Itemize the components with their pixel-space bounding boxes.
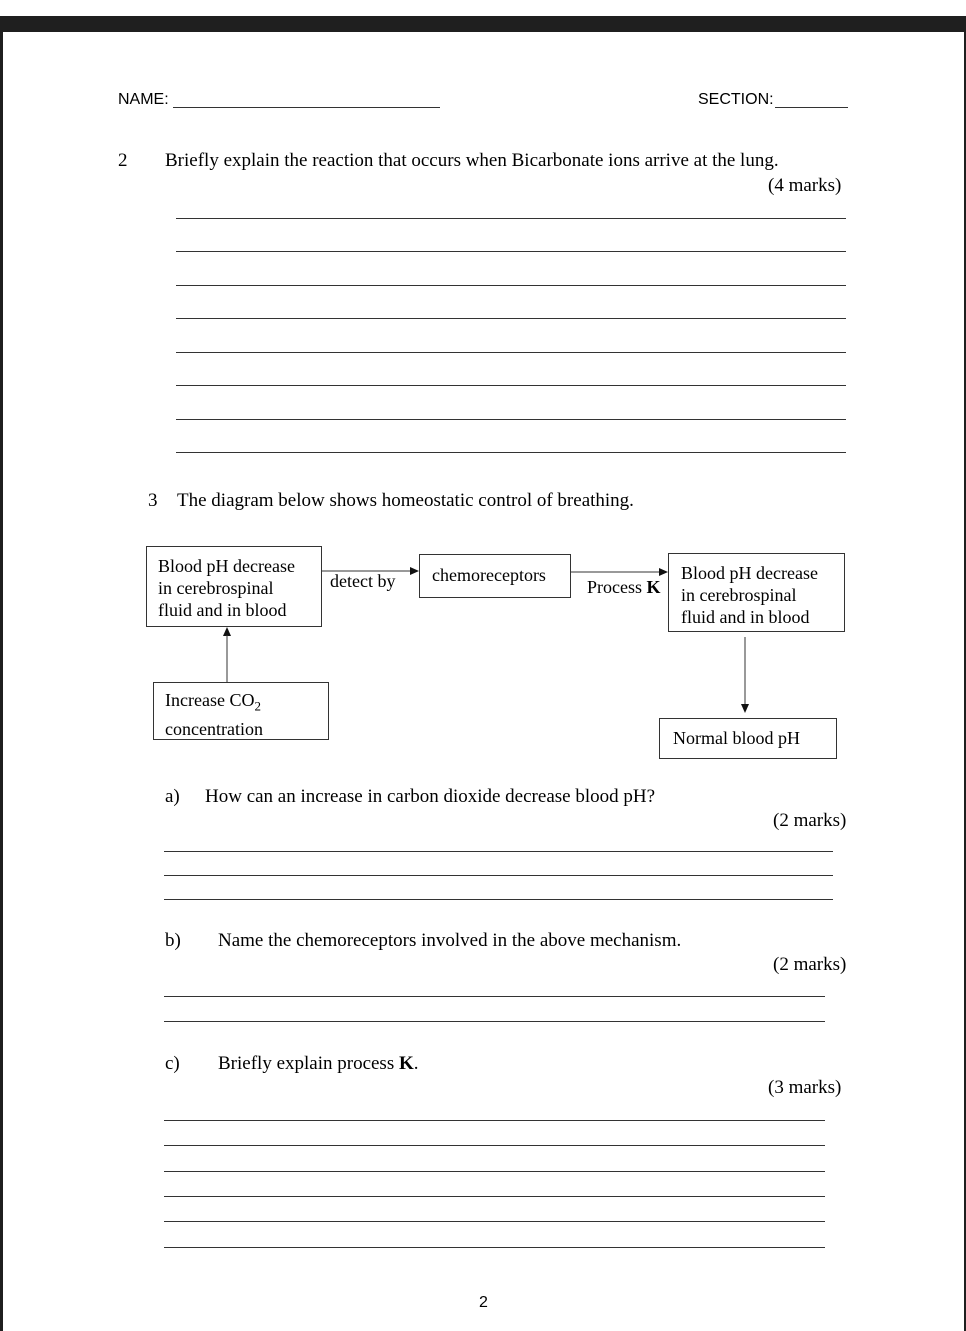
q3c-marks: (3 marks) <box>768 1077 842 1098</box>
answer-line[interactable] <box>176 285 846 286</box>
q3b-text: Name the chemoreceptors involved in the above mechanism. <box>218 930 682 951</box>
answer-line[interactable] <box>164 1021 825 1022</box>
diagram-box-normal-blood-ph <box>659 718 837 759</box>
answer-line[interactable] <box>164 875 833 876</box>
diagram-box-blood-ph-decrease-right <box>668 553 845 632</box>
answer-line[interactable] <box>176 218 846 219</box>
q2-marks: (4 marks) <box>768 175 842 196</box>
answer-line[interactable] <box>164 1120 825 1121</box>
q3a-label: a) <box>165 786 180 807</box>
section-answer-line[interactable] <box>775 107 848 108</box>
answer-line[interactable] <box>164 851 833 852</box>
name-answer-line[interactable] <box>173 107 440 108</box>
box-line: Normal blood pH <box>673 728 800 748</box>
answer-line[interactable] <box>164 1145 825 1146</box>
arrow-right-2 <box>571 567 669 577</box>
name-label: NAME: <box>118 91 169 108</box>
left-border <box>0 16 3 1331</box>
answer-line[interactable] <box>164 1196 825 1197</box>
q3b-marks: (2 marks) <box>773 954 847 975</box>
answer-line[interactable] <box>176 385 846 386</box>
arrow-right-1 <box>322 566 420 576</box>
diagram-box-increase-co2 <box>153 682 329 740</box>
box-line: in cerebrospinal <box>681 585 797 605</box>
answer-line[interactable] <box>176 352 846 353</box>
answer-line[interactable] <box>176 318 846 319</box>
box-line: chemoreceptors <box>432 565 546 585</box>
answer-line[interactable] <box>164 1247 825 1248</box>
co2-subscript: 2 <box>254 698 261 714</box>
box-line <box>165 689 328 718</box>
process-label: Process <box>587 577 647 597</box>
arrow-label-detect-by: detect by <box>330 571 396 591</box>
q3c-label: c) <box>165 1053 180 1074</box>
diagram-box-chemoreceptors <box>419 554 571 598</box>
answer-line[interactable] <box>164 1171 825 1172</box>
diagram-box-blood-ph-decrease-left <box>146 546 322 627</box>
answer-line[interactable] <box>164 1221 825 1222</box>
q3c-letter-k: K <box>398 1053 414 1074</box>
q3a-marks: (2 marks) <box>773 810 847 831</box>
q3-number: 3 <box>148 490 158 511</box>
top-border-bar <box>0 16 966 32</box>
box-line: fluid and in blood <box>158 600 287 620</box>
process-letter-k: K <box>646 577 661 597</box>
box-line: fluid and in blood <box>681 607 810 627</box>
answer-line[interactable] <box>164 899 833 900</box>
box-line: Blood pH decrease <box>158 556 295 576</box>
box-line: concentration <box>165 718 263 739</box>
box-line: Blood pH decrease <box>681 563 818 583</box>
answer-line[interactable] <box>176 452 846 453</box>
q2-text: Briefly explain the reaction that occurs when Bicarbonate ions arrive at the lung. <box>165 150 779 171</box>
q3b-label: b) <box>165 930 181 951</box>
co2-prefix: Increase CO <box>165 690 255 710</box>
answer-line[interactable] <box>176 419 846 420</box>
arrow-label-process-k <box>587 577 661 598</box>
section-label: SECTION: <box>698 91 774 108</box>
q3c-text-suffix: . <box>413 1053 419 1074</box>
answer-line[interactable] <box>176 251 846 252</box>
q3c-text <box>218 1053 419 1075</box>
arrow-down <box>739 637 751 715</box>
q3a-text: How can an increase in carbon dioxide decrease blood pH? <box>205 786 656 807</box>
arrow-up <box>221 627 233 683</box>
q3c-text-prefix: Briefly explain process <box>218 1053 399 1074</box>
answer-line[interactable] <box>164 996 825 997</box>
q2-number: 2 <box>118 150 128 171</box>
q3-text: The diagram below shows homeostatic control of breathing. <box>177 490 634 511</box>
page-number: 2 <box>479 1294 488 1311</box>
box-line: in cerebrospinal <box>158 578 274 598</box>
